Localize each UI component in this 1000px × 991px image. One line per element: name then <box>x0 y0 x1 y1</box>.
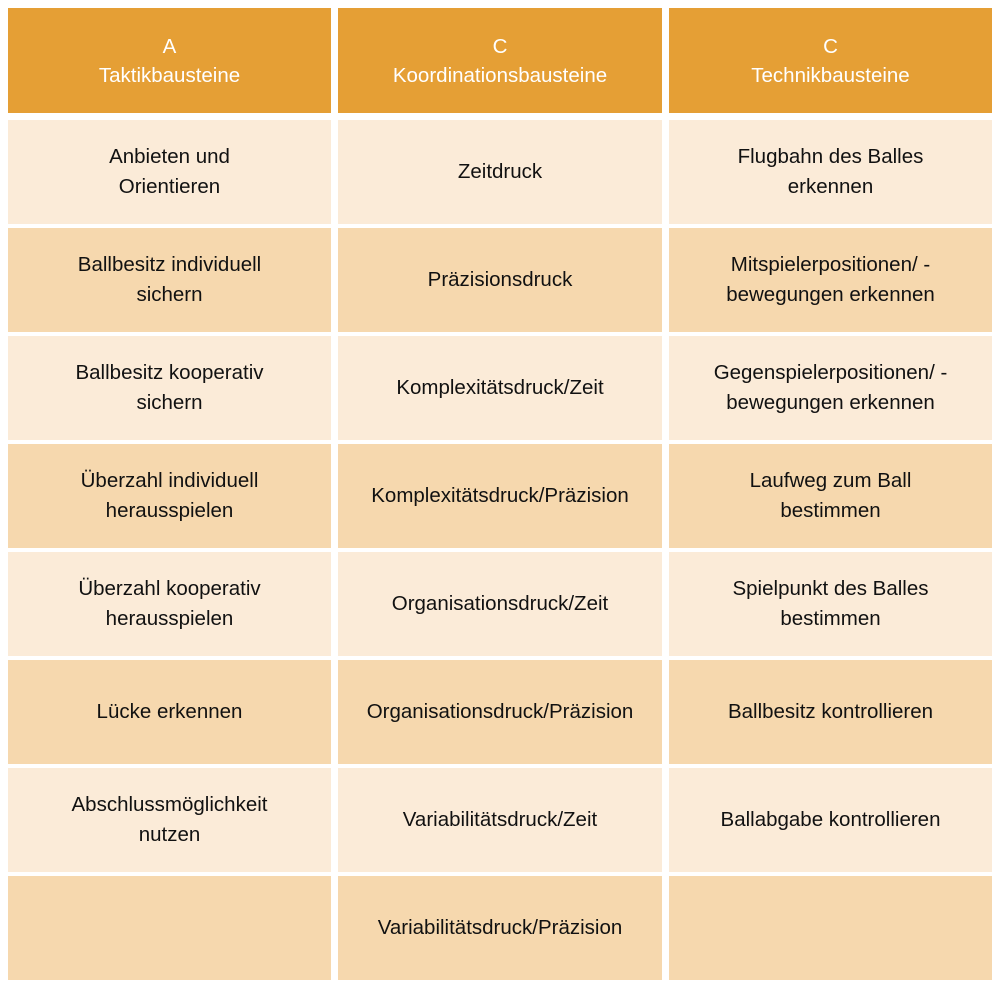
table-cell: Komplexitätsdruck/Präzision <box>338 444 662 548</box>
header-letter: C <box>492 34 508 58</box>
header-letter: C <box>823 34 838 58</box>
table-cell: Variabilitätsdruck/Präzision <box>338 876 662 980</box>
table-cell: Abschlussmöglichkeit nutzen <box>8 768 331 872</box>
table-cell: Flugbahn des Balles erkennen <box>669 120 992 224</box>
table-cell: Komplexitätsdruck/Zeit <box>338 336 662 440</box>
table-cell: Zeitdruck <box>338 120 662 224</box>
table-cell: Ballbesitz kontrollieren <box>669 660 992 764</box>
table-cell: Überzahl individuell herausspielen <box>8 444 331 548</box>
header-coordination <box>338 8 662 113</box>
table-cell <box>8 876 331 980</box>
header-title: Technikbausteine <box>751 63 910 87</box>
table-cell: Organisationsdruck/Präzision <box>338 660 662 764</box>
table-cell <box>669 876 992 980</box>
header-letter: A <box>162 34 177 58</box>
table-cell: Ballbesitz individuell sichern <box>8 228 331 332</box>
building-blocks-table <box>8 8 992 980</box>
table-cell: Überzahl kooperativ herausspielen <box>8 552 331 656</box>
table-cell: Mitspielerpositionen/ -bewegungen erkennen <box>669 228 992 332</box>
table-cell: Ballabgabe kontrollieren <box>669 768 992 872</box>
header-title: Koordinationsbausteine <box>392 63 608 87</box>
table-cell: Ballbesitz kooperativ sichern <box>8 336 331 440</box>
header-title: Taktikbausteine <box>98 63 241 87</box>
table-cell: Lücke erkennen <box>8 660 331 764</box>
header-technique <box>669 8 992 113</box>
header-tactics <box>8 8 331 113</box>
table-cell: Organisationsdruck/Zeit <box>338 552 662 656</box>
table-cell: Präzisionsdruck <box>338 228 662 332</box>
table-cell: Spielpunkt des Balles bestimmen <box>669 552 992 656</box>
table-cell: Anbieten und Orientieren <box>8 120 331 224</box>
table-cell: Variabilitätsdruck/Zeit <box>338 768 662 872</box>
table-cell: Laufweg zum Ball bestimmen <box>669 444 992 548</box>
table-cell: Gegenspielerpositionen/ -bewegungen erkennen <box>669 336 992 440</box>
